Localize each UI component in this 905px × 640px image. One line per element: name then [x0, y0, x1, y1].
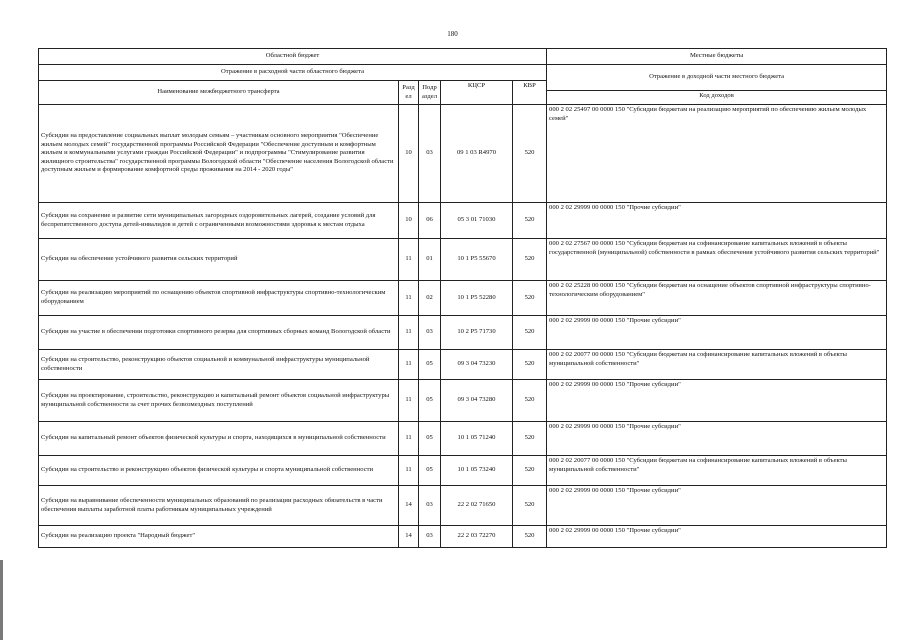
- income-code-cell: 000 2 02 25228 00 0000 150 "Субсидии бюджетам на оснащение объектов спортивной инфраструктуры спортивно-технологическим оборудованием": [547, 281, 887, 316]
- razdel-cell: 10: [399, 105, 419, 203]
- razdel-cell: 10: [399, 203, 419, 239]
- income-code-cell: 000 2 02 29999 00 0000 150 "Прочие субсидии": [547, 486, 887, 526]
- kvr-cell: 520: [513, 380, 547, 422]
- kvr-cell: 520: [513, 456, 547, 486]
- kvr-cell: 520: [513, 239, 547, 281]
- transfer-name: Субсидии на реализацию мероприятий по оснащению объектов спортивной инфраструктуры спортивно-технологическим оборудованием: [39, 281, 399, 316]
- scan-edge-mark: [0, 560, 3, 640]
- razdel-cell: 14: [399, 486, 419, 526]
- razdel-cell: 11: [399, 422, 419, 456]
- transfer-name: Субсидии на реализацию проекта "Народный бюджет": [39, 526, 399, 548]
- kvr-cell: 520: [513, 350, 547, 380]
- razdel-cell: 14: [399, 526, 419, 548]
- income-code-cell: 000 2 02 29999 00 0000 150 "Прочие субсидии": [547, 526, 887, 548]
- transfers-table: [38, 48, 887, 548]
- table-row: [39, 281, 887, 316]
- transfer-name: Субсидии на сохранение и развитие сети муниципальных загородных оздоровительных лагерей, создание условий для беспрепятственного доступа детей-инвалидов и детей с ограниченными возможностями здоровья к местам отдыха: [39, 203, 399, 239]
- regional-reflection-header: Отражение в расходной части областного бюджета: [39, 65, 547, 81]
- podrazdel-cell: 03: [419, 526, 441, 548]
- income-code-cell: 000 2 02 27567 00 0000 150 "Субсидии бюджетам на софинансирование капитальных вложений в объекты государственной (муниципальной) собственности в рамках обеспечения устойчивого развития сельских территорий": [547, 239, 887, 281]
- razdel-cell: 11: [399, 239, 419, 281]
- table-row: [39, 380, 887, 422]
- kcsr-cell: 22 2 02 71650: [441, 486, 513, 526]
- col-kcsr-header: КЦСР: [441, 81, 513, 105]
- income-code-cell: 000 2 02 20077 00 0000 150 "Субсидии бюджетам на софинансирование капитальных вложений в объекты муниципальной собственности": [547, 456, 887, 486]
- transfer-name: Субсидии на выравнивание обеспеченности муниципальных образований по реализации расходных обязательств в части обеспечения выплаты заработной платы работникам муниципальных учреждений: [39, 486, 399, 526]
- local-budgets-header: Местные бюджеты: [547, 49, 887, 65]
- razdel-cell: 11: [399, 380, 419, 422]
- transfer-name: Субсидии на проектирование, строительство, реконструкцию и капитальный ремонт объектов социальной инфраструктуры муниципальной собственности за счет прочих безвозмездных поступлений: [39, 380, 399, 422]
- kvr-cell: 520: [513, 486, 547, 526]
- podrazdel-cell: 05: [419, 350, 441, 380]
- podrazdel-cell: 06: [419, 203, 441, 239]
- col-name-header: Наименование межбюджетного трансферта: [39, 81, 399, 105]
- income-code-cell: 000 2 02 29999 00 0000 150 "Прочие субсидии": [547, 316, 887, 350]
- kcsr-cell: 05 3 01 71030: [441, 203, 513, 239]
- transfer-name: Субсидии на предоставление социальных выплат молодым семьям – участникам основного мероприятия "Обеспечение жильем молодых семей" государственной программы Российской Федерации "Обеспечение доступным и комфортным жильем и коммунальными услугами граждан Российской Федерации" и подпрограммы "Стимулирование развития жилищного строительства" государственной программы Вологодской области "Обеспечение населения Вологодской области доступным жильем и формирование комфортной среды проживания на 2014 - 2020 годы": [39, 105, 399, 203]
- kcsr-cell: 10 2 P5 71730: [441, 316, 513, 350]
- transfer-name: Субсидии на строительство и реконструкцию объектов физической культуры и спорта муниципальной собственности: [39, 456, 399, 486]
- col-podrazdel-header: Подр аздел: [419, 81, 441, 105]
- kcsr-cell: 22 2 03 72270: [441, 526, 513, 548]
- transfer-name: Субсидии на обеспечение устойчивого развития сельских территорий: [39, 239, 399, 281]
- transfer-name: Субсидии на капитальный ремонт объектов физической культуры и спорта, находящихся в муниципальной собственности: [39, 422, 399, 456]
- razdel-cell: 11: [399, 350, 419, 380]
- kvr-cell: 520: [513, 316, 547, 350]
- kvr-cell: 520: [513, 422, 547, 456]
- kvr-cell: 520: [513, 105, 547, 203]
- col-kvr-header: КВР: [513, 81, 547, 105]
- col-razdel-header: Разд ел: [399, 81, 419, 105]
- income-code-cell: 000 2 02 29999 00 0000 150 "Прочие субсидии": [547, 422, 887, 456]
- table-row: [39, 526, 887, 548]
- kcsr-cell: 09 3 04 73230: [441, 350, 513, 380]
- podrazdel-cell: 01: [419, 239, 441, 281]
- income-code-cell: 000 2 02 25497 00 0000 150 "Субсидии бюджетам на реализацию мероприятий по обеспечению жильем молодых семей": [547, 105, 887, 203]
- table-row: [39, 203, 887, 239]
- transfer-name: Субсидии на строительство, реконструкцию объектов социальной и коммунальной инфраструктуры муниципальной собственности: [39, 350, 399, 380]
- kcsr-cell: 10 1 P5 52280: [441, 281, 513, 316]
- podrazdel-cell: 05: [419, 380, 441, 422]
- kcsr-cell: 10 1 05 73240: [441, 456, 513, 486]
- table-row: [39, 486, 887, 526]
- transfer-name: Субсидии на участие в обеспечении подготовки спортивного резерва для спортивных сборных команд Вологодской области: [39, 316, 399, 350]
- income-code-cell: 000 2 02 29999 00 0000 150 "Прочие субсидии": [547, 203, 887, 239]
- razdel-cell: 11: [399, 456, 419, 486]
- podrazdel-cell: 05: [419, 422, 441, 456]
- kcsr-cell: 09 3 04 73280: [441, 380, 513, 422]
- table-row: [39, 456, 887, 486]
- podrazdel-cell: 03: [419, 316, 441, 350]
- kcsr-cell: 10 1 05 71240: [441, 422, 513, 456]
- table-row: [39, 105, 887, 203]
- table-row: [39, 350, 887, 380]
- local-reflection-header: Отражение в доходной части местного бюджета: [547, 65, 887, 91]
- podrazdel-cell: 02: [419, 281, 441, 316]
- kcsr-cell: 09 1 03 R4970: [441, 105, 513, 203]
- col-income-code-header: Код доходов: [547, 91, 887, 105]
- podrazdel-cell: 03: [419, 486, 441, 526]
- income-code-cell: 000 2 02 29999 00 0000 150 "Прочие субсидии": [547, 380, 887, 422]
- razdel-cell: 11: [399, 316, 419, 350]
- regional-budget-header: Областной бюджет: [39, 49, 547, 65]
- page-number: 180: [447, 30, 458, 38]
- kvr-cell: 520: [513, 281, 547, 316]
- kcsr-cell: 10 1 P5 55670: [441, 239, 513, 281]
- kvr-cell: 520: [513, 203, 547, 239]
- table-row: [39, 316, 887, 350]
- razdel-cell: 11: [399, 281, 419, 316]
- table-row: [39, 239, 887, 281]
- kvr-cell: 520: [513, 526, 547, 548]
- table-row: [39, 422, 887, 456]
- podrazdel-cell: 03: [419, 105, 441, 203]
- income-code-cell: 000 2 02 20077 00 0000 150 "Субсидии бюджетам на софинансирование капитальных вложений в объекты муниципальной собственности": [547, 350, 887, 380]
- podrazdel-cell: 05: [419, 456, 441, 486]
